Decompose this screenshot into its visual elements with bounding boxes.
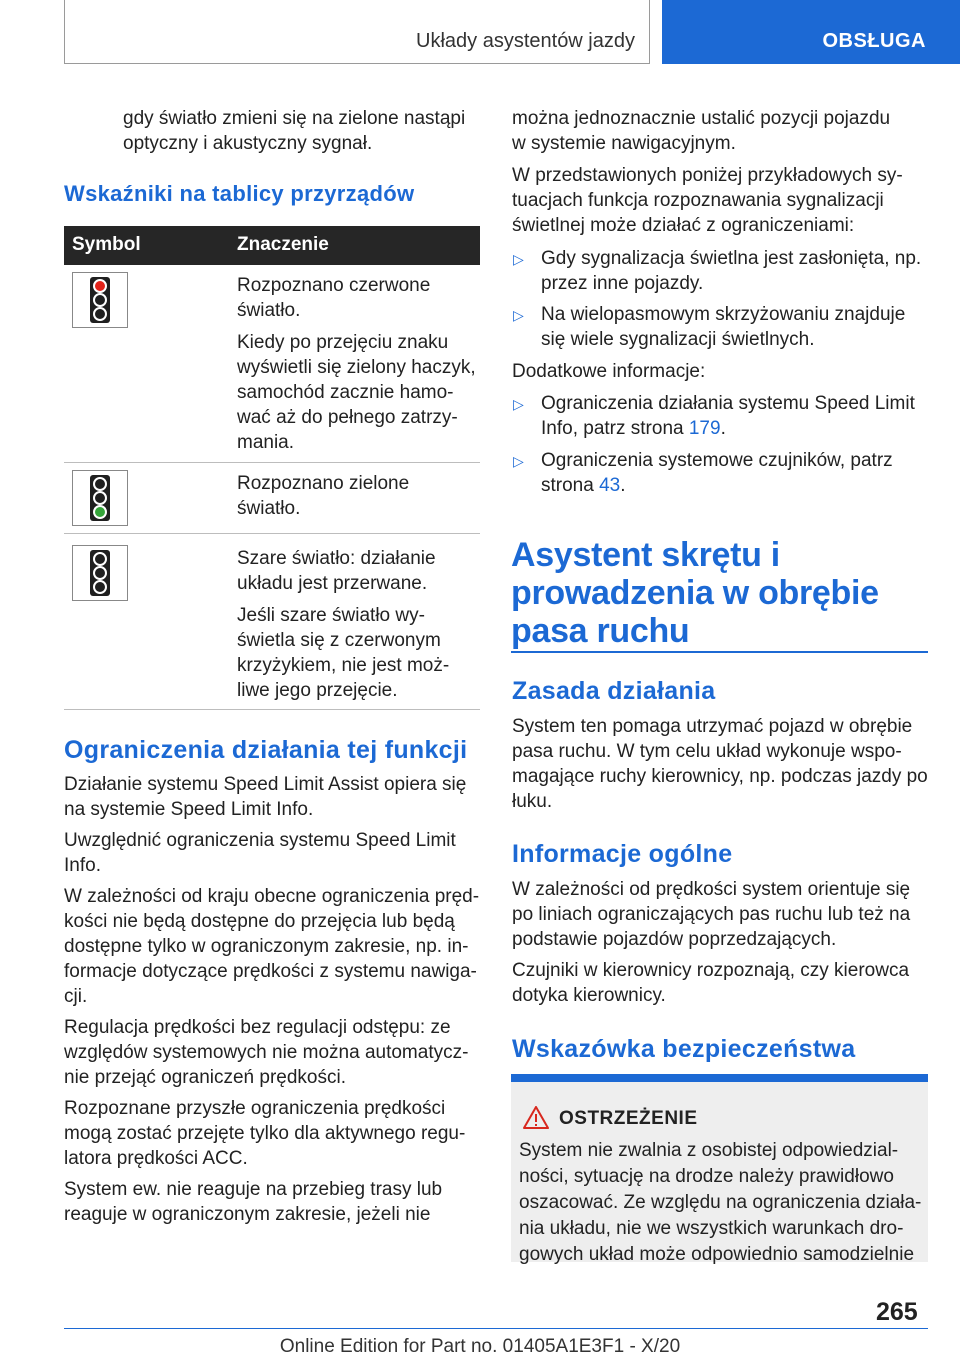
intro-paragraph [123, 106, 465, 156]
situations-paragraph [512, 163, 903, 238]
text-line: Rozpoznane przyszłe ograniczenia prędkości [64, 1098, 446, 1119]
row-divider [64, 462, 480, 463]
text-line: Kiedy po przejęciu znaku [237, 332, 449, 353]
traffic-light-green-icon [72, 470, 128, 526]
text-line: światło. [237, 300, 301, 321]
text-line: Info, patrz strona [541, 418, 689, 439]
section-title: Układy asystentów jazdy [416, 30, 635, 52]
text-line: względów systemowych nie można automatycz- [64, 1042, 469, 1063]
footer-edition: Online Edition for Part no. 01405A1E3F1 - X/20 [279, 1336, 681, 1357]
heading-line: pasa ruchu [511, 612, 690, 650]
text-line: Szare światło: działanie [237, 548, 436, 569]
bullet-triangle-icon: ▷ [513, 251, 524, 267]
heading-safety: Wskazówka bezpieczeństwa [512, 1035, 856, 1063]
row-divider [64, 533, 480, 534]
text-line: oszacować. Ze względu na ograniczenia działa- [519, 1192, 922, 1213]
text-line: krzyżykiem, nie jest moż- [237, 655, 450, 676]
page-number: 265 [876, 1298, 918, 1326]
text-line: Czujniki w kierownicy rozpoznają, czy kierowca [512, 960, 910, 981]
text-line: po liniach ograniczających pas ruchu lub też na [512, 904, 911, 925]
text-line: System nie zwalnia z osobistej odpowiedzial- [519, 1140, 899, 1161]
text-period: . [720, 418, 726, 439]
list-item [541, 246, 921, 296]
text-line: System ew. nie reaguje na przebieg trasy lub [64, 1179, 443, 1200]
text-line: gowych układ może odpowiednio samodzielnie [519, 1244, 915, 1265]
page-link[interactable]: 179 [688, 418, 721, 439]
list-item [541, 448, 893, 498]
header-section-box [64, 0, 650, 64]
heading-line: Asystent skrętu i [511, 536, 780, 574]
text-line: tuacjach funkcja rozpoznawania sygnalizacji [512, 190, 884, 211]
text-line: Ograniczenia działania systemu Speed Limit [541, 393, 915, 414]
text-line: przez inne pojazdy. [541, 273, 704, 294]
text-line: podstawie pojazdów poprzedzających. [512, 929, 837, 950]
text-line: Uwzględnić ograniczenia systemu Speed Limit [64, 830, 456, 851]
text-line: formacje dotyczące prędkości z systemu nawiga- [64, 961, 477, 982]
text-line: Na wielopasmowym skrzyżowaniu znajduje [541, 304, 906, 325]
text-line: świetlnej może działać z ograniczeniami: [512, 215, 855, 236]
row-divider [64, 709, 480, 710]
heading-limits: Ograniczenia działania tej funkcji [64, 736, 468, 764]
chapter-tab: OBSŁUGA [822, 30, 926, 52]
text-line: W zależności od kraju obecne ograniczenia pręd- [64, 886, 480, 907]
text-line: Rozpoznano zielone [237, 473, 410, 494]
heading-general: Informacje ogólne [512, 840, 733, 868]
text-line: Jeśli szare światło wy- [237, 605, 425, 626]
text-line: pasa ruchu. W tym celu układ wykonuje wspo- [512, 741, 902, 762]
text-line: latora prędkości ACC. [64, 1148, 248, 1169]
heading-principle: Zasada działania [512, 677, 716, 705]
text-line: reaguje w ograniczonym zakresie, jeżeli nie [64, 1204, 431, 1225]
text-line: Gdy sygnalizacja świetlna jest zasłonięta, np. [541, 248, 922, 269]
text-line: wyświetli się zielony haczyk, [237, 357, 476, 378]
text-line: Działanie systemu Speed Limit Assist opiera się [64, 774, 467, 795]
text-line: cji. [64, 986, 88, 1007]
extra-info-label: Dodatkowe informacje: [512, 361, 706, 382]
text-line: mogą zostać przejęte tylko dla aktywnego regu- [64, 1123, 466, 1144]
text-period: . [620, 475, 626, 496]
text-line: się wiele sygnalizacji świetlnych. [541, 329, 815, 350]
text-line: nie przejąć ograniczeń prędkości. [64, 1067, 346, 1088]
heading-line: prowadzenia w obrębie [511, 574, 879, 612]
traffic-light-red-icon [72, 272, 128, 328]
text-line: optyczny i akustyczny sygnał. [123, 133, 373, 154]
text-line: ności, sytuację na drodze należy prawidłowo [519, 1166, 894, 1187]
limits-body [64, 772, 480, 1227]
heading-indicators: Wskaźniki na tablicy przyrządów [64, 181, 415, 206]
main-heading [511, 536, 879, 650]
text-line: nia układu, nie we wszystkich warunkach dro- [519, 1218, 904, 1239]
text-line: magające ruchy kierownicy, np. podczas jazdy po [512, 766, 928, 787]
text-line: Info. [64, 855, 101, 876]
bullet-triangle-icon: ▷ [513, 453, 524, 469]
warning-title: OSTRZEŻENIE [559, 1108, 698, 1129]
text-line: strona [541, 475, 600, 496]
text-line: Ograniczenia systemowe czujników, patrz [541, 450, 893, 471]
text-line: układu jest przerwane. [237, 573, 428, 594]
text-line: na systemie Speed Limit Info. [64, 799, 314, 820]
table-row [237, 546, 477, 703]
text-line: dotyka kierownicy. [512, 985, 666, 1006]
bullet-triangle-icon: ▷ [513, 396, 524, 412]
text-line: gdy światło zmieni się na zielone nastąpi [123, 108, 466, 129]
principle-paragraph [512, 714, 928, 814]
warning-text [519, 1138, 925, 1268]
text-line: światło. [237, 498, 301, 519]
list-item [541, 391, 915, 441]
text-line: dostępne tylko w ograniczonym zakresie, np. in- [64, 936, 469, 957]
text-line: wać aż do pełnego zatrzy- [237, 407, 458, 428]
text-line: W przedstawionych poniżej przykładowych sy- [512, 165, 903, 186]
page-link[interactable]: 43 [599, 475, 621, 496]
text-line: Regulacja prędkości bez regulacji odstępu: ze [64, 1017, 451, 1038]
column-header-symbol: Symbol [72, 234, 141, 255]
general-paragraph [512, 877, 910, 1008]
list-item [541, 302, 905, 352]
text-line: kości nie będą dostępne do przejęcia lub będą [64, 911, 455, 932]
table-row [237, 471, 477, 521]
text-line: łuku. [512, 791, 553, 812]
text-line: Rozpoznano czerwone [237, 275, 431, 296]
table-row [237, 273, 477, 455]
text-line: System ten pomaga utrzymać pojazd w obrębie [512, 716, 913, 737]
warning-triangle-icon [523, 1106, 549, 1129]
traffic-light-gray-icon [72, 545, 128, 601]
continuation-paragraph [512, 106, 890, 156]
warning-box [511, 1074, 928, 1265]
column-header-meaning: Znaczenie [237, 234, 329, 255]
text-line: liwe jego przejęcie. [237, 680, 398, 701]
text-line: mania. [237, 432, 295, 453]
header-tab-box [662, 0, 960, 64]
text-line: świetla się z czerwonym [237, 630, 441, 651]
bullet-triangle-icon: ▷ [513, 307, 524, 323]
text-line: w systemie nawigacyjnym. [512, 133, 736, 154]
table-header [64, 226, 480, 265]
text-line: W zależności od prędkości system orientuje się [512, 879, 911, 900]
text-line: samochód zacznie hamo- [237, 382, 454, 403]
text-line: można jednoznacznie ustalić pozycji pojazdu [512, 108, 891, 129]
heading-rule [511, 651, 928, 653]
footer-rule [64, 1328, 928, 1329]
